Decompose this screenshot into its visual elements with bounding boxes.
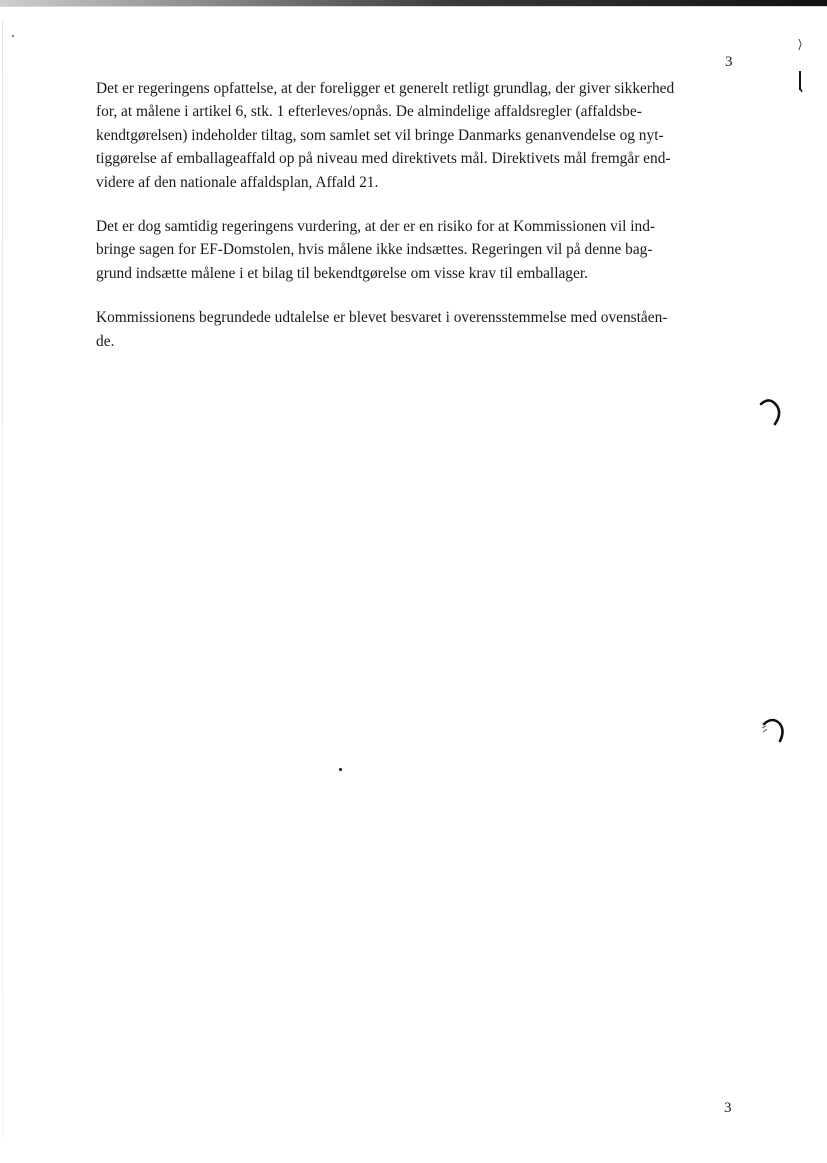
scan-tick-mark <box>796 70 804 94</box>
text-line: grund indsætte målene i et bilag til bekendtgørelse om visse krav til emballager. <box>96 264 588 282</box>
scan-left-edge <box>2 20 3 1140</box>
page-number-bottom: 3 <box>724 1100 732 1116</box>
text-line: videre af den nationale affaldsplan, Affald 21. <box>96 173 379 191</box>
page-number-top: 3 <box>725 54 733 70</box>
scan-speck-mark <box>796 38 804 52</box>
scan-dot-small <box>12 35 14 37</box>
text-line: tiggørelse af emballageaffald op på niveau med direktivets mål. Direktivets mål fremgår end- <box>96 150 671 168</box>
paragraph-response <box>96 306 736 353</box>
text-line: kendtgørelsen) indeholder tiltag, som samlet set vil bringe Danmarks genanvendelse og nyt- <box>96 126 664 144</box>
text-line: bringe sagen for EF-Domstolen, hvis målene ikke indsættes. Regeringen vil på denne bag- <box>96 241 653 259</box>
binder-hole-mark-upper <box>758 398 784 426</box>
scan-dot <box>339 768 342 771</box>
scan-top-edge-shadow <box>0 6 827 7</box>
paragraph-risk-assessment <box>96 215 736 285</box>
text-line: Det er dog samtidig regeringens vurdering, at der er en risiko for at Kommissionen vil ind- <box>96 218 656 236</box>
text-line: Det er regeringens opfattelse, at der foreligger et generelt retligt grundlag, der giver sikkerhed <box>96 80 675 97</box>
binder-hole-mark-lower <box>760 716 788 744</box>
text-line: for, at målene i artikel 6, stk. 1 efterleves/opnås. De almindelige affaldsregler (affaldsbe- <box>96 103 642 121</box>
document-body <box>96 77 736 374</box>
text-line: Kommissionens begrundede udtalelse er blevet besvaret i overensstemmelse med ovenståen- <box>96 309 668 327</box>
paragraph-legal-basis <box>96 77 736 194</box>
text-line: de. <box>96 332 115 350</box>
